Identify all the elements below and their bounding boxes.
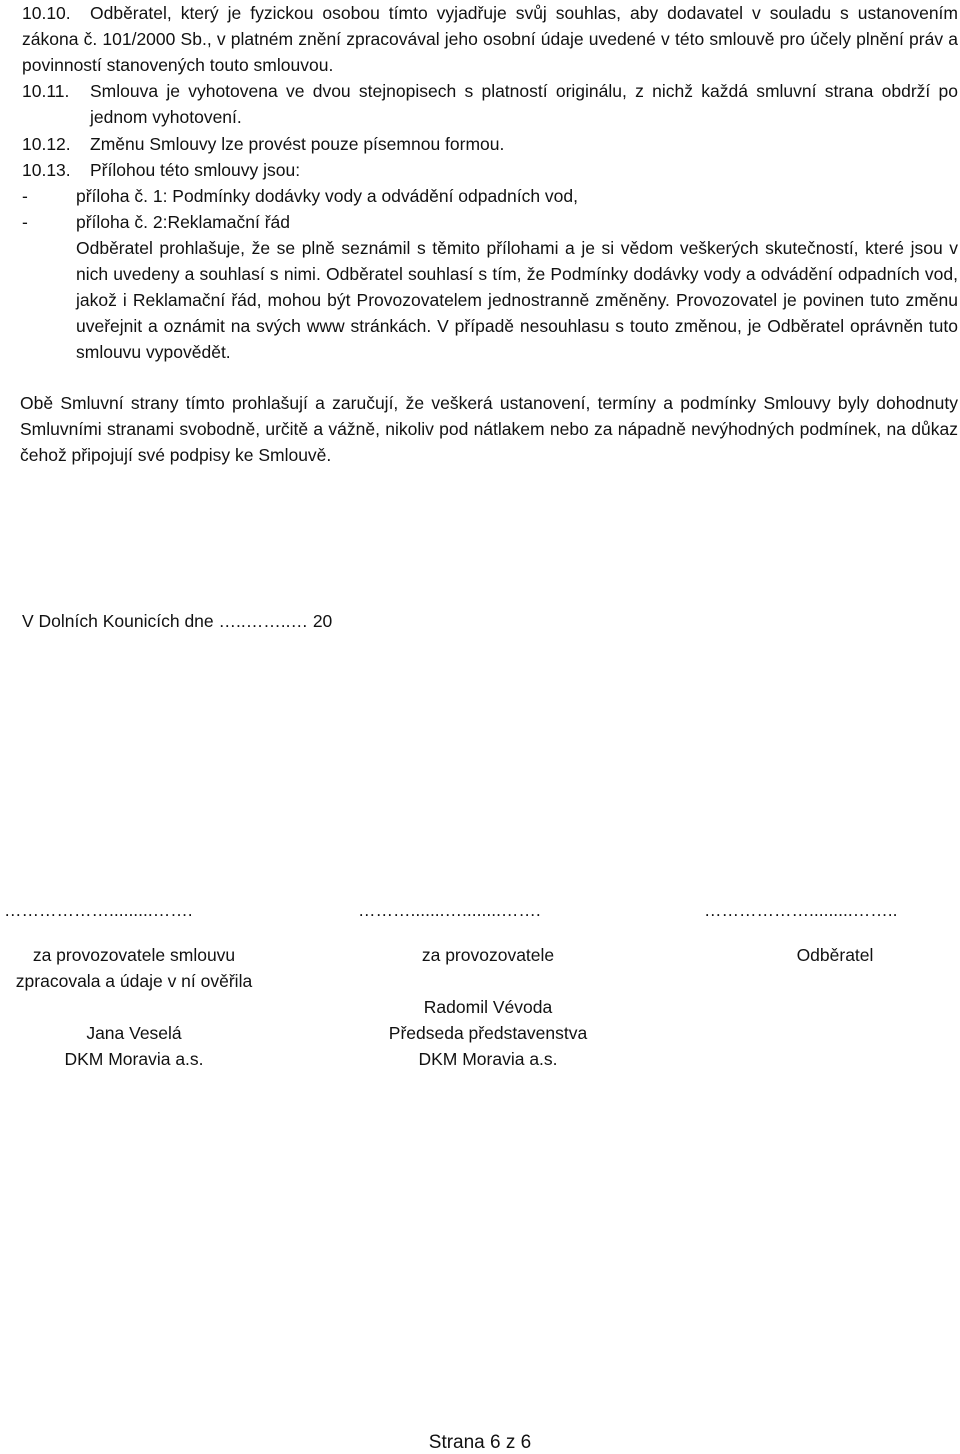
clause-10-11 — [22, 78, 958, 130]
clause-10-12 — [22, 131, 958, 157]
attachment-text: příloha č. 1: Podmínky dodávky vody a odvádění odpadních vod, — [76, 186, 578, 206]
signature-name: Jana Veselá — [86, 1023, 182, 1043]
signature-title: Předseda představenstva — [388, 1023, 588, 1043]
clause-text: Přílohou této smlouvy jsou: — [90, 160, 301, 180]
attachment-text: příloha č. 2:Reklamační řád — [76, 212, 290, 232]
signature-role: za provozovatele — [421, 945, 555, 965]
signature-role-cont: zpracovala a údaje v ní ověřila — [15, 971, 253, 991]
clause-number: 10.10. — [22, 3, 71, 23]
clause-text: Změnu Smlouvy lze provést pouze písemnou formou. — [90, 134, 505, 154]
clause-number: 10.13. — [22, 160, 71, 180]
attachment-note: Odběratel prohlašuje, že se plně seznámil s těmito přílohami a je si vědom veškerých skutečností, které jsou v nich uvedeny a souhlasí s nimi. Odběratel souhlasí s tím, že Podmínky dodávky vody a odvádění odpadních vod, jakož i Reklamační řád, mohou být Provozovatelem jednostranně změněny. Provozovatel je povinen tuto změnu uveřejnit a oznámit na svých www stránkách. V případě nesouhlasu s touto změnou, je Odběratel oprávněn tuto smlouvu vypovědět. — [76, 238, 958, 362]
clause-number: 10.11. — [22, 81, 70, 101]
signature-role: Odběratel — [796, 945, 874, 965]
page-footer: Strana 6 z 6 — [428, 1432, 532, 1453]
signature-block-center — [358, 942, 618, 1072]
signature-line-left: ……………….........……. — [4, 900, 193, 920]
signature-company: DKM Moravia a.s. — [64, 1049, 204, 1069]
closing-statement: Obě Smluvní strany tímto prohlašují a zaručují, že veškerá ustanovení, termíny a podmínky Smlouvy byly dohodnuty Smluvními stranami svobodně, určitě a vážně, nikoliv pod nátlakem nebo za nápadně nevýhodných podmínek, na důkaz čehož připojují své podpisy ke Smlouvě. — [20, 393, 958, 465]
list-dash: - — [22, 186, 28, 206]
signature-name: Radomil Vévoda — [423, 997, 553, 1017]
clause-number: 10.12. — [22, 134, 71, 154]
place-date: V Dolních Kounicích dne …..……..… 20 — [22, 611, 333, 631]
clause-text: Smlouva je vyhotovena ve dvou stejnopisech s platností originálu, z nichž každá smluvní strana obdrží po jednom vyhotovení. — [90, 81, 958, 127]
signature-line-right: ……………….........…….. — [704, 900, 898, 920]
signature-role: za provozovatele smlouvu — [32, 945, 236, 965]
clause-10-10 — [22, 0, 958, 78]
clause-10-13 — [22, 157, 958, 183]
signature-block-right — [760, 942, 910, 968]
signature-line-center: ……….......…........……. — [358, 900, 541, 920]
clause-text: Odběratel, který je fyzickou osobou tímto vyjadřuje svůj souhlas, aby dodavatel v souladu s ustanovením zákona č. 101/2000 Sb., v platném znění zpracovával jeho osobní údaje uvedené v této smlouvě pro účely plnění práv a povinností stanovených touto smlouvou. — [22, 3, 958, 75]
signature-block-left — [0, 942, 268, 1072]
signature-company: DKM Moravia a.s. — [418, 1049, 558, 1069]
list-dash: - — [22, 212, 28, 232]
